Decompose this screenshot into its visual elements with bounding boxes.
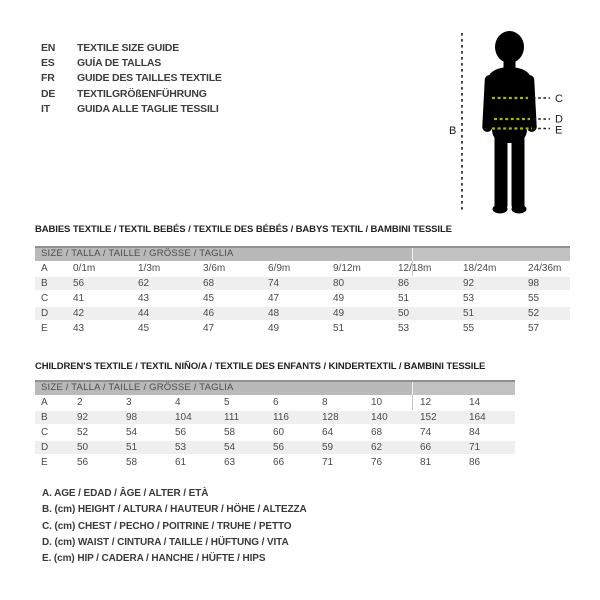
size-cell: 60	[273, 427, 285, 438]
row-label: C	[41, 293, 49, 304]
size-cell: 68	[203, 278, 215, 289]
row-label: D	[41, 308, 49, 319]
size-cell: 12/18m	[398, 263, 432, 274]
children-section-title: CHILDREN'S TEXTILE / TEXTIL NIÑO/A / TEXTILE DES ENFANTS / KINDERTEXTIL / BAMBINI TESSILE	[35, 361, 486, 372]
language-code: DE	[41, 87, 56, 100]
size-cell: 52	[77, 427, 89, 438]
row-artifact-line	[412, 261, 413, 276]
size-cell: 74	[420, 427, 432, 438]
size-cell: 66	[420, 442, 432, 453]
size-cell: 12	[420, 397, 432, 408]
row-label: B	[41, 412, 48, 423]
legend-chest: C. (cm) CHEST / PECHO / POITRINE / TRUHE / PETTO	[42, 520, 292, 532]
size-cell: 3	[126, 397, 132, 408]
size-cell: 98	[126, 412, 138, 423]
size-cell: 68	[371, 427, 383, 438]
size-cell: 98	[528, 278, 540, 289]
size-cell: 58	[126, 457, 138, 468]
size-cell: 164	[469, 412, 486, 423]
language-title: GUIDA ALLE TAGLIE TESSILI	[77, 103, 219, 116]
language-title: TEXTILGRÖßENFÜHRUNG	[77, 87, 207, 100]
size-cell: 54	[126, 427, 138, 438]
size-cell: 53	[463, 293, 475, 304]
size-cell: 10	[371, 397, 383, 408]
size-cell: 51	[333, 323, 345, 334]
row-label: E	[41, 323, 48, 334]
size-cell: 71	[469, 442, 481, 453]
measurement-legend	[42, 486, 307, 567]
size-row-B	[35, 276, 570, 291]
size-row-A	[35, 395, 515, 410]
size-cell: 140	[371, 412, 388, 423]
size-cell: 74	[268, 278, 280, 289]
size-cell: 52	[528, 308, 540, 319]
language-row-en	[41, 40, 222, 55]
size-cell: 47	[203, 323, 215, 334]
size-cell: 62	[371, 442, 383, 453]
measurement-figure	[445, 20, 575, 225]
chest-label: C	[555, 93, 563, 105]
legend-waist: D. (cm) WAIST / CINTURA / TAILLE / HÜFTUNG / VITA	[42, 536, 289, 548]
size-cell: 2	[77, 397, 83, 408]
row-label: C	[41, 427, 49, 438]
size-cell: 81	[420, 457, 432, 468]
language-row-es	[41, 55, 222, 70]
size-cell: 92	[77, 412, 89, 423]
language-title: GUIDE DES TAILLES TEXTILE	[77, 72, 222, 85]
size-cell: 128	[322, 412, 339, 423]
size-row-D	[35, 440, 515, 455]
language-code: FR	[41, 72, 55, 85]
size-cell: 49	[333, 308, 345, 319]
size-cell: 0/1m	[73, 263, 96, 274]
language-code: EN	[41, 41, 56, 54]
size-cell: 43	[138, 293, 150, 304]
size-cell: 6/9m	[268, 263, 291, 274]
size-cell: 24/36m	[528, 263, 562, 274]
row-label: A	[41, 397, 48, 408]
legend-age: A. AGE / EDAD / ÂGE / ALTER / ETÀ	[42, 488, 209, 499]
size-cell: 50	[398, 308, 410, 319]
header-artifact-segment	[412, 248, 570, 261]
size-cell: 50	[77, 442, 89, 453]
size-cell: 3/6m	[203, 263, 226, 274]
size-row-A	[35, 261, 570, 276]
size-cell: 104	[175, 412, 192, 423]
size-cell: 46	[203, 308, 215, 319]
size-cell: 64	[322, 427, 334, 438]
size-cell: 8	[322, 397, 328, 408]
size-cell: 1/3m	[138, 263, 161, 274]
row-label: B	[41, 278, 48, 289]
size-cell: 56	[273, 442, 285, 453]
size-cell: 86	[398, 278, 410, 289]
size-header-row: SIZE / TALLA / TAILLE / GRÖSSE / TAGLIA	[35, 246, 570, 261]
language-title: TEXTILE SIZE GUIDE	[77, 41, 179, 54]
children-size-table	[35, 380, 515, 470]
size-cell: 86	[469, 457, 481, 468]
height-label: B	[449, 125, 457, 137]
size-cell: 66	[273, 457, 285, 468]
size-cell: 48	[268, 308, 280, 319]
size-row-C	[35, 425, 515, 440]
language-code: ES	[41, 57, 55, 70]
size-cell: 71	[322, 457, 334, 468]
size-cell: 14	[469, 397, 481, 408]
size-cell: 6	[273, 397, 279, 408]
size-cell: 49	[333, 293, 345, 304]
size-cell: 116	[273, 412, 289, 423]
size-cell: 45	[203, 293, 215, 304]
size-cell: 61	[175, 457, 187, 468]
size-cell: 49	[268, 323, 280, 334]
size-cell: 54	[224, 442, 236, 453]
size-cell: 51	[463, 308, 475, 319]
size-cell: 55	[528, 293, 540, 304]
size-cell: 56	[77, 457, 89, 468]
language-row-it	[41, 102, 222, 117]
hip-label: E	[555, 124, 563, 137]
size-cell: 51	[126, 442, 138, 453]
size-header-row: SIZE / TALLA / TAILLE / GRÖSSE / TAGLIA	[35, 380, 515, 395]
size-cell: 56	[175, 427, 187, 438]
size-cell: 59	[322, 442, 334, 453]
size-cell: 53	[398, 323, 410, 334]
size-cell: 47	[268, 293, 280, 304]
language-title: GUÍA DE TALLAS	[77, 57, 162, 70]
language-title-list	[41, 40, 222, 117]
size-cell: 45	[138, 323, 150, 334]
row-label: D	[41, 442, 49, 453]
header-artifact-segment	[412, 382, 515, 395]
size-cell: 57	[528, 323, 540, 334]
size-row-E	[35, 455, 515, 470]
size-cell: 111	[224, 412, 240, 423]
size-cell: 42	[73, 308, 85, 319]
size-cell: 43	[73, 323, 85, 334]
babies-section-title: BABIES TEXTILE / TEXTIL BEBÉS / TEXTILE DES BÉBÉS / BABYS TEXTIL / BAMBINI TESSILE	[35, 224, 452, 235]
size-row-D	[35, 306, 570, 321]
size-row-E	[35, 321, 570, 336]
language-code: IT	[41, 103, 50, 116]
language-row-fr	[41, 71, 222, 86]
legend-hip: E. (cm) HIP / CADERA / HANCHE / HÜFTE / HIPS	[42, 553, 266, 564]
row-artifact-line	[412, 395, 413, 410]
size-cell: 9/12m	[333, 263, 361, 274]
waist-label: D	[555, 113, 563, 126]
size-cell: 51	[398, 293, 410, 304]
size-cell: 84	[469, 427, 481, 438]
size-row-C	[35, 291, 570, 306]
legend-height: B. (cm) HEIGHT / ALTURA / HAUTEUR / HÖHE / ALTEZZA	[42, 504, 307, 516]
size-cell: 5	[224, 397, 230, 408]
size-cell: 56	[73, 278, 85, 289]
size-cell: 58	[224, 427, 236, 438]
size-cell: 41	[73, 293, 85, 304]
size-cell: 44	[138, 308, 150, 319]
size-cell: 152	[420, 412, 437, 423]
size-cell: 63	[224, 457, 236, 468]
size-cell: 92	[463, 278, 475, 289]
row-label: E	[41, 457, 48, 468]
child-silhouette	[482, 31, 537, 214]
babies-size-table	[35, 246, 570, 336]
size-cell: 76	[371, 457, 383, 468]
size-row-B	[35, 410, 515, 425]
size-cell: 18/24m	[463, 263, 497, 274]
child-silhouette-diagram	[445, 20, 575, 225]
size-cell: 80	[333, 278, 345, 289]
size-cell: 62	[138, 278, 150, 289]
language-row-de	[41, 86, 222, 101]
size-cell: 55	[463, 323, 475, 334]
row-label: A	[41, 263, 48, 274]
size-cell: 4	[175, 397, 181, 408]
size-cell: 53	[175, 442, 187, 453]
